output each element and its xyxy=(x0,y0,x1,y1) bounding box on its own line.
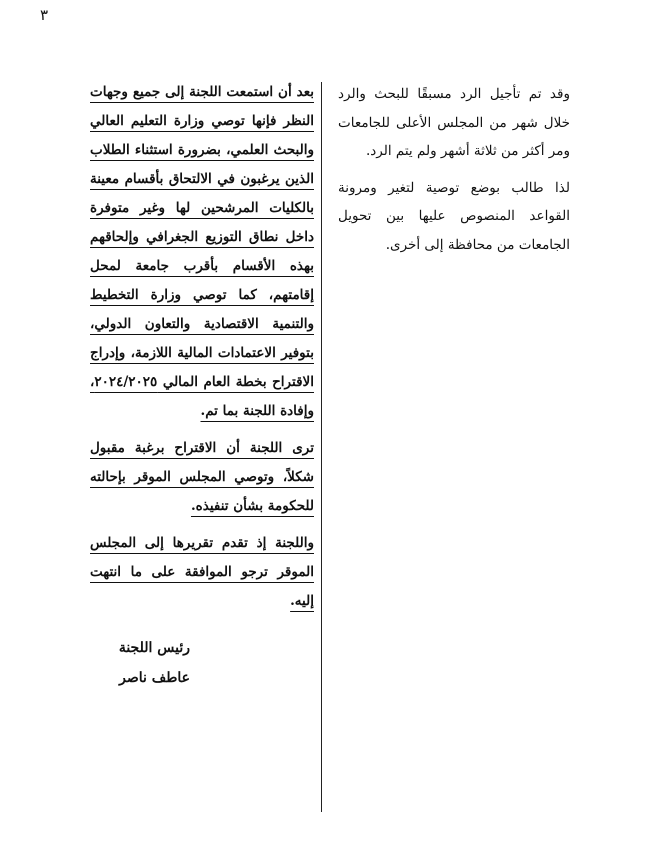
right-paragraph-1: وقد تم تأجيل الرد مسبقًا للبحث والرد خلال شهر من المجلس الأعلى للجامعات ومر أكثر من ثلاثة أشهر ولم يتم الرد. xyxy=(338,86,570,159)
signature-title: رئيس اللجنة xyxy=(118,640,190,656)
right-column xyxy=(338,80,570,259)
committee-recommendation-paragraph: بعد أن استمعت اللجنة إلى جميع وجهات النظر فإنها توصي وزارة التعليم العالي والبحث العلمي، بضرورة استثناء الطلاب الذين يرغبون في الالتحاق بأقسام معينة بالكليات المرشحين لها وغير متوفرة داخل نطاق التوزيع الجغرافي وإلحاقهم بهذه الأقسام بأقرب جامعة لمحل إقامتهم، كما توصي وزارة التخطيط والتنمية الاقتصادية والتعاون الدولي، بتوفير الاعتمادات المالية اللازمة، وإدراج الاقتراح بخطة العام المالي ٢٠٢٤/٢٠٢٥، وإفادة اللجنة بما تم. xyxy=(90,84,314,419)
signature-block xyxy=(50,633,190,693)
column-divider xyxy=(321,82,322,812)
page-number: ٣ xyxy=(40,6,49,24)
right-paragraph-2: لذا طالب بوضع توصية لتغير ومرونة القواعد المنصوص عليها بين تحويل الجامعات من محافظة إلى أخرى. xyxy=(338,179,570,253)
committee-closing-paragraph: واللجنة إذ تقدم تقريرها إلى المجلس الموقر ترجو الموافقة على ما انتهت إليه. xyxy=(90,535,314,609)
signature-name: عاطف ناصر xyxy=(119,670,190,686)
committee-opinion-paragraph: ترى اللجنة أن الاقتراح برغبة مقبول شكلاً، وتوصي المجلس الموقر بإحالته للحكومة بشأن تنفيذه. xyxy=(90,440,314,514)
left-column xyxy=(90,78,314,616)
